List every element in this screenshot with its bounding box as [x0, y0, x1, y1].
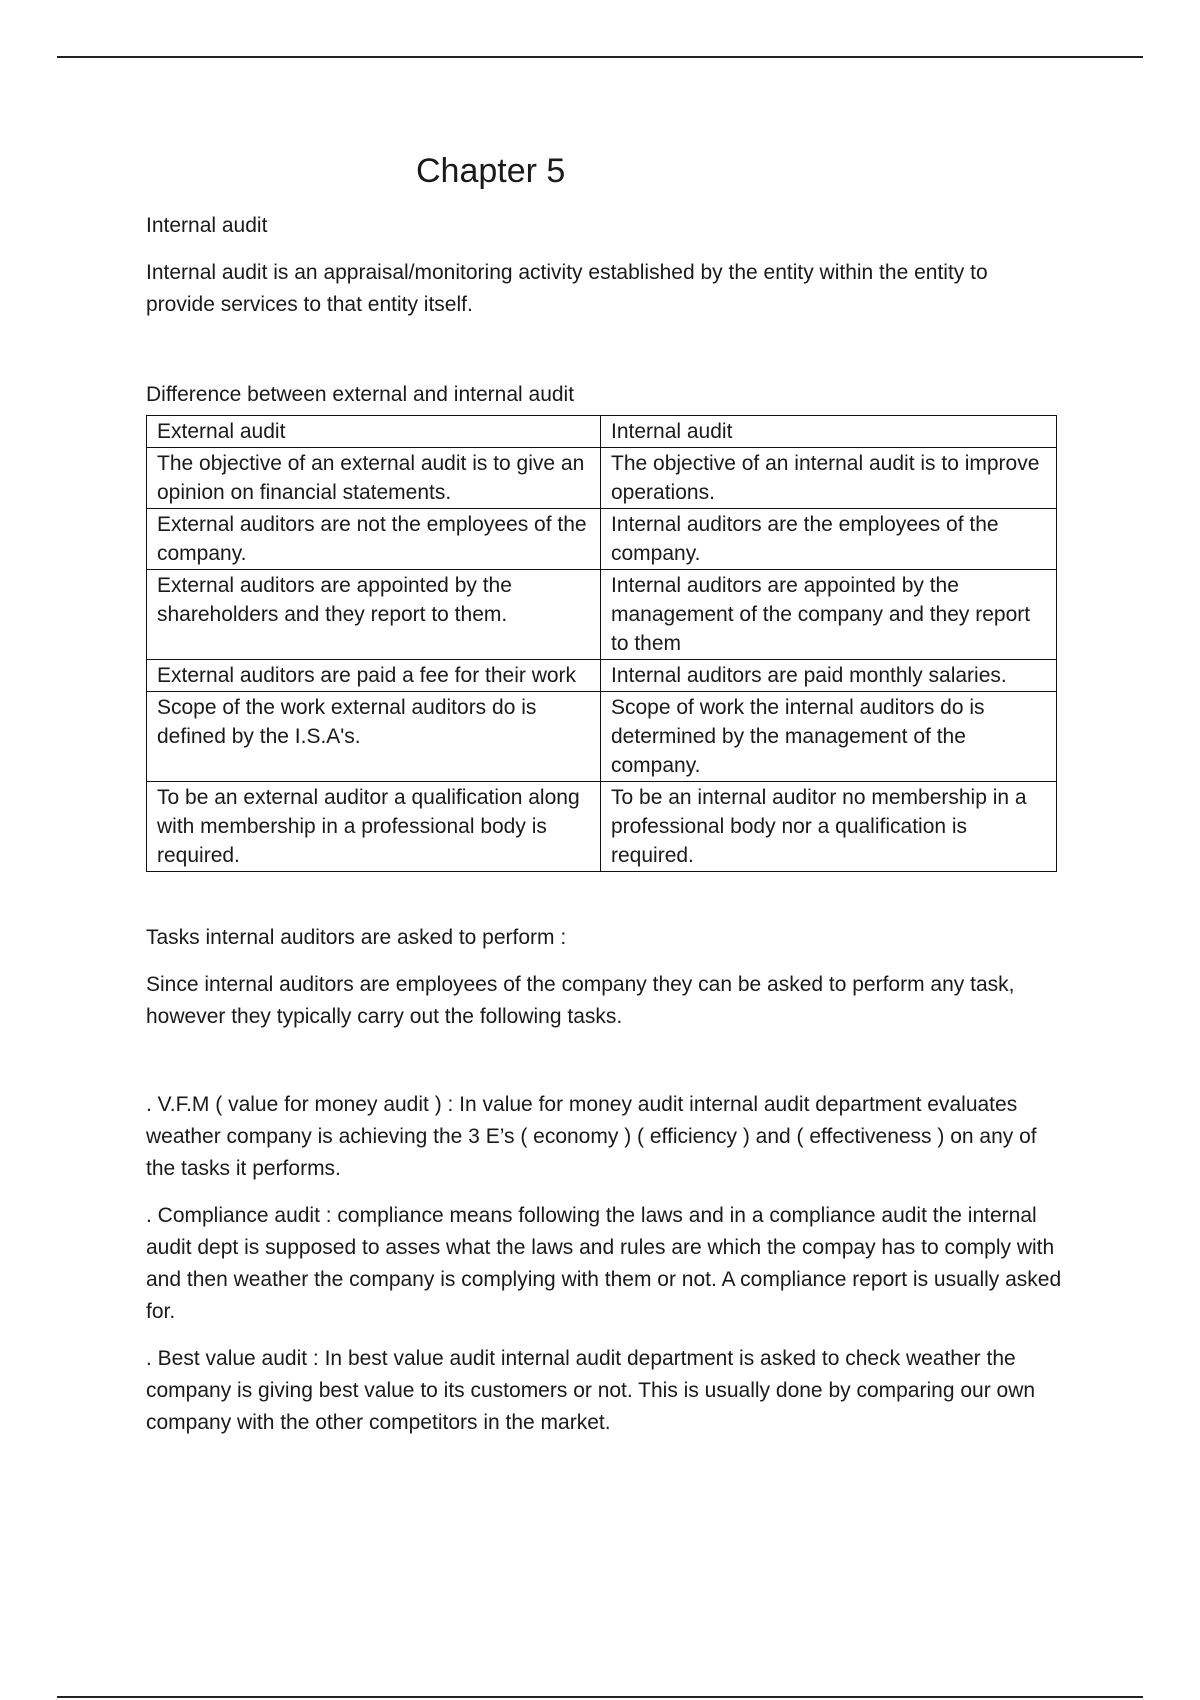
table-cell-external: Scope of the work external auditors do is defined by the I.S.A's. — [147, 692, 601, 782]
table-row — [147, 692, 1057, 782]
table-header-row — [147, 416, 1057, 448]
table-cell-external: External auditors are appointed by the shareholders and they report to them. — [147, 570, 601, 660]
difference-table — [146, 415, 1057, 872]
task-item-best-value: . Best value audit : In best value audit internal audit department is asked to check weather the company is giving best value to its customers or not. This is usually done by comparing our own company with the other competitors in the market. — [146, 1347, 1036, 1434]
table-cell-internal: Internal auditors are the employees of the company. — [601, 509, 1057, 570]
footer-rule — [57, 1696, 1143, 1698]
table-cell-external: The objective of an external audit is to give an opinion on financial statements. — [147, 448, 601, 509]
tasks-intro: Since internal auditors are employees of the company they can be asked to perform any task, however they typically carry out the following tasks. — [146, 973, 1015, 1028]
table-cell-external: External auditors are not the employees of the company. — [147, 509, 601, 570]
tasks-heading: Tasks internal auditors are asked to perform : — [146, 926, 567, 949]
table-cell-internal: The objective of an internal audit is to improve operations. — [601, 448, 1057, 509]
table-cell-internal: Scope of work the internal auditors do is determined by the management of the company. — [601, 692, 1057, 782]
table-row — [147, 448, 1057, 509]
chapter-title: Chapter 5 — [416, 152, 566, 190]
table-cell-external: External auditors are paid a fee for their work — [147, 660, 601, 692]
column-header-internal: Internal audit — [601, 416, 1057, 448]
table-cell-internal: To be an internal auditor no membership in a professional body nor a qualification is required. — [601, 782, 1057, 872]
table-row — [147, 782, 1057, 872]
header-rule — [57, 56, 1143, 58]
task-item-vfm: . V.F.M ( value for money audit ) : In value for money audit internal audit department evaluates weather company is achieving the 3 E’s ( economy ) ( efficiency ) and ( effectiveness ) on any of the tasks it performs. — [146, 1093, 1037, 1180]
table-cell-internal: Internal auditors are appointed by the management of the company and they report to them — [601, 570, 1057, 660]
table-cell-internal: Internal auditors are paid monthly salaries. — [601, 660, 1057, 692]
table-row — [147, 660, 1057, 692]
difference-heading: Difference between external and internal audit — [146, 383, 575, 406]
task-item-compliance: . Compliance audit : compliance means following the laws and in a compliance audit the internal audit dept is supposed to asses what the laws and rules are which the compay has to comply with and then weather the company is complying with them or not. A compliance report is usually asked for. — [146, 1204, 1062, 1323]
section-heading-internal-audit: Internal audit — [146, 214, 268, 237]
table-row — [147, 509, 1057, 570]
internal-audit-definition: Internal audit is an appraisal/monitoring activity established by the entity within the entity to provide services to that entity itself. — [146, 261, 988, 316]
table-row — [147, 570, 1057, 660]
table-cell-external: To be an external auditor a qualification along with membership in a professional body is required. — [147, 782, 601, 872]
page-content — [146, 148, 1062, 1439]
column-header-external: External audit — [147, 416, 601, 448]
